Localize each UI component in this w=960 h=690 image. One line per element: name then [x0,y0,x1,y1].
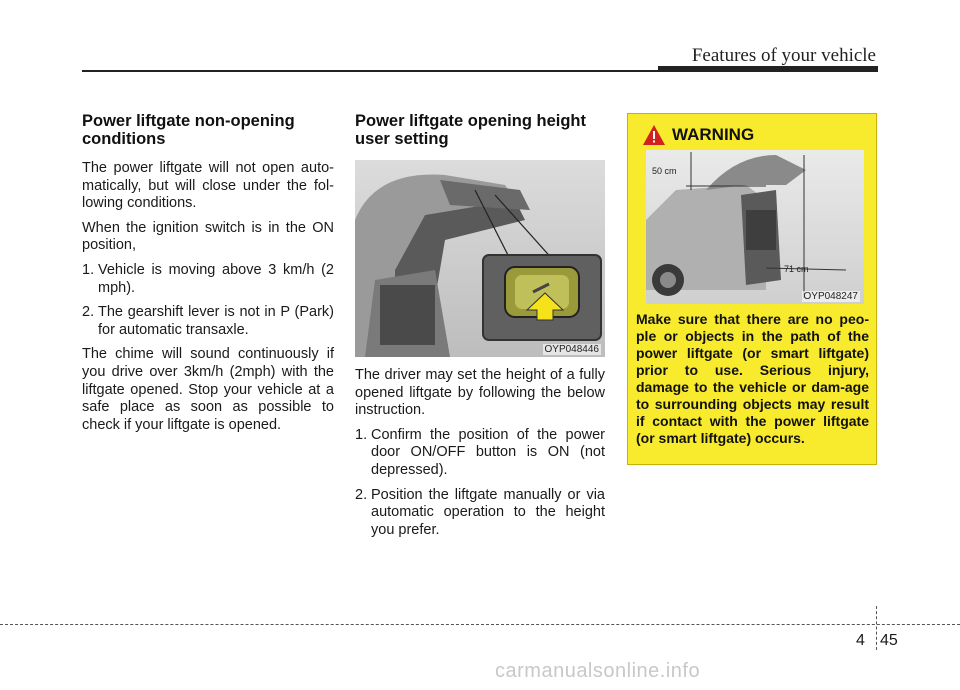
warning-box [627,113,877,465]
list-text: The gearshift lever is not in P (Park) for automatic transaxle. [98,304,334,338]
page-divider [876,606,877,650]
open-liftgate-illustration [355,160,605,357]
footer-rule [0,624,960,625]
warning-header [642,124,754,146]
dimension-label-side: 71 cm [784,264,809,274]
section-heading-height-setting: Power liftgate opening height user setting [355,112,586,148]
liftgate-button-figure [355,160,605,357]
liftgate-clearance-illustration [646,150,864,304]
paragraph: The chime will sound continuously if you drive over 3km/h (2mph) with the liftgate opened. Stop your vehicle at a safe place as soon as possible to check if your liftgate is opened. [82,346,334,433]
list-number: 2. [82,304,95,321]
header-rule-accent [658,66,878,72]
list-text: Position the liftgate manually or via automatic operation to the height you prefer. [371,486,605,538]
column-left [82,112,334,441]
list-text: Vehicle is moving above 3 km/h (2 mph). [98,261,334,296]
list-text: Confirm the position of the power door ON/OFF button is ON (not depressed). [371,426,605,478]
list-item [82,304,334,339]
list-item [355,427,605,480]
page-number: 45 [880,632,898,649]
warning-text: Make sure that there are no peo-ple or objects in the path of the power liftgate (or smart liftgate) prior to use. Serious injury, damage to the vehicle or dam-age to surrounding objects may result if contact with the power liftgate (or smart liftgate) occurs. [636,311,869,446]
list-number: 1. [82,261,95,278]
dimension-label-top: 50 cm [652,166,677,176]
header-title: Features of your vehicle [691,45,876,66]
figure-code: OYP048247 [803,291,858,302]
section-heading-non-opening: Power liftgate non-opening conditions [82,112,295,148]
column-middle [355,112,605,546]
watermark: carmanualsonline.info [495,660,701,682]
list-number: 2. [355,486,368,503]
warning-triangle-icon [642,124,666,146]
paragraph: When the ignition switch is in the ON position, [82,219,334,254]
section-number: 4 [856,632,865,649]
list-number: 1. [355,426,368,443]
paragraph: The driver may set the height of a fully opened liftgate by following the below instruction. [355,367,605,419]
list-item [355,487,605,540]
warning-title: WARNING [672,125,755,144]
paragraph: The power liftgate will not open auto-matically, but will close under the fol-lowing conditions. [82,160,334,212]
figure-code: OYP048446 [544,344,599,355]
list-item [82,262,334,297]
warning-figure [646,150,864,304]
